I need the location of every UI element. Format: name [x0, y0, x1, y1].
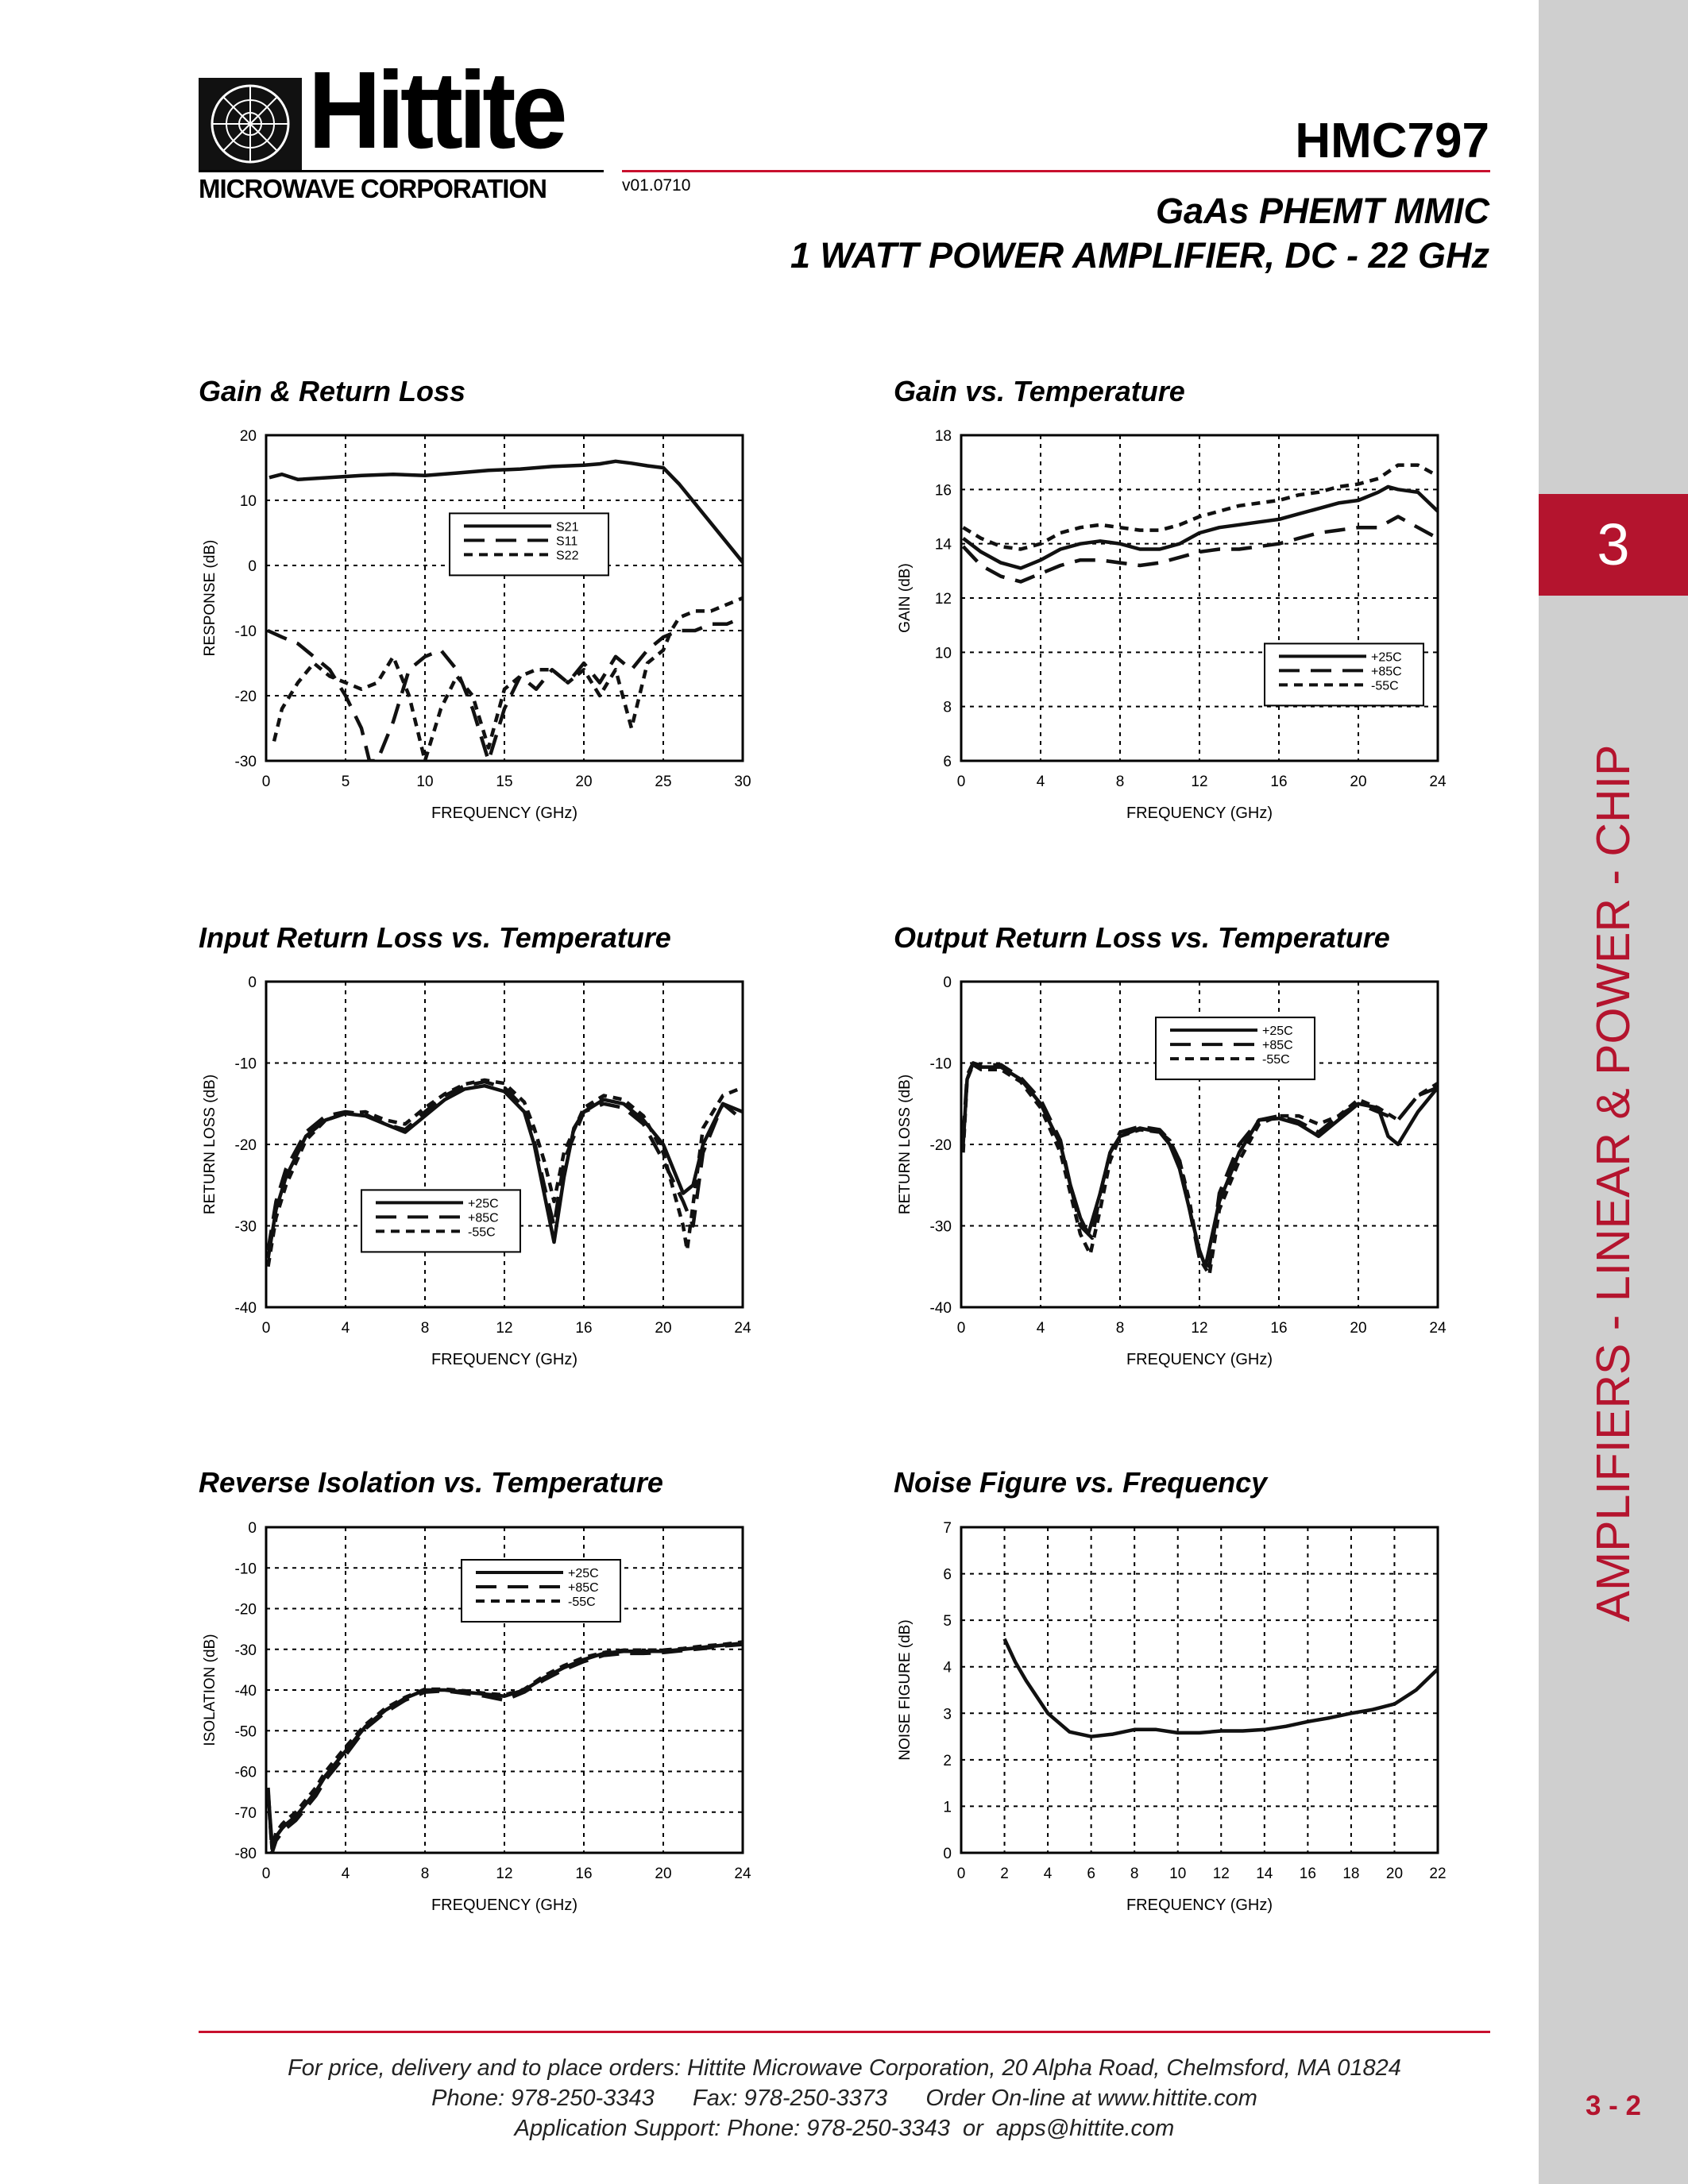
subtitle-line-2: 1 WATT POWER AMPLIFIER, DC - 22 GHz	[790, 235, 1489, 276]
x-tick-label: 0	[956, 1320, 966, 1337]
x-tick-label: 4	[341, 1866, 350, 1882]
chart-title-gain-vs-temperature: Gain vs. Temperature	[894, 375, 1185, 407]
logo-wordmark: Hittite	[308, 49, 564, 172]
x-tick-label: 4	[1036, 774, 1045, 790]
footer-line-1: For price, delivery and to place orders: Hittite Microwave Corporation, 20 Alpha Road, Chelmsford, MA 01824	[288, 2055, 1401, 2081]
legend-label: +25C	[468, 1197, 499, 1211]
x-tick-label: 22	[1429, 1866, 1447, 1882]
chart-legend	[1156, 1017, 1315, 1079]
y-tick-label: -70	[234, 1804, 257, 1822]
section-number-tab: 3	[1539, 494, 1688, 596]
legend-label: S11	[556, 534, 578, 549]
series-line-85C	[268, 1645, 744, 1853]
y-tick-label: -10	[234, 1055, 257, 1073]
x-tick-label: 0	[261, 1320, 271, 1337]
chart-legend	[462, 1560, 620, 1622]
y-tick-label: -10	[234, 623, 257, 640]
x-tick-label: 24	[1429, 774, 1447, 790]
chart-title-input-return-loss: Input Return Loss vs. Temperature	[199, 921, 671, 954]
x-tick-label: 10	[1169, 1866, 1187, 1882]
version-label: v01.0710	[622, 176, 691, 195]
y-tick-label: 10	[934, 645, 952, 662]
chart-title-output-return-loss: Output Return Loss vs. Temperature	[894, 921, 1390, 954]
y-tick-label: -10	[929, 1055, 952, 1073]
x-tick-label: 6	[1087, 1866, 1095, 1882]
y-tick-label: -60	[234, 1764, 257, 1781]
legend-label: +85C	[1262, 1039, 1293, 1053]
y-axis-label: NOISE FIGURE (dB)	[897, 1619, 914, 1761]
y-tick-label: -50	[234, 1723, 257, 1741]
x-axis-label: FREQUENCY (GHz)	[1126, 1897, 1273, 1914]
x-tick-label: 4	[1036, 1320, 1045, 1337]
y-tick-label: -40	[929, 1300, 952, 1317]
y-tick-label: -40	[234, 1683, 257, 1700]
x-tick-label: 20	[655, 1320, 672, 1337]
x-tick-label: 20	[1350, 774, 1367, 790]
section-label: AMPLIFIERS - LINEAR & POWER - CHIP	[1587, 744, 1640, 1623]
series-line-55C	[268, 1642, 744, 1849]
chart-legend	[1265, 643, 1423, 705]
x-tick-label: 8	[1130, 1866, 1139, 1882]
x-tick-label: 0	[261, 774, 271, 790]
subtitle-line-1: GaAs PHEMT MMIC	[1155, 191, 1489, 231]
y-tick-label: 6	[943, 754, 952, 770]
y-tick-label: 14	[934, 536, 952, 554]
y-axis-label: RETURN LOSS (dB)	[897, 1074, 914, 1215]
y-tick-label: -20	[929, 1137, 952, 1154]
footer-line-3: Application Support: Phone: 978-250-3343 or apps@hittite.com	[514, 2116, 1175, 2141]
legend-label: +25C	[1371, 650, 1402, 665]
x-tick-label: 24	[734, 1866, 751, 1882]
logo-corporation-name: MICROWAVE CORPORATION	[199, 170, 604, 204]
y-tick-label: -40	[234, 1300, 257, 1317]
x-tick-label: 25	[655, 774, 672, 790]
y-tick-label: 12	[934, 591, 952, 608]
company-logo	[199, 49, 604, 203]
x-tick-label: 5	[341, 774, 350, 790]
series-line-85C	[964, 517, 1439, 582]
chart-input-return-loss	[191, 967, 778, 1380]
series-line-S22	[274, 598, 743, 761]
legend-label: -55C	[1262, 1053, 1290, 1067]
x-tick-label: 12	[1191, 1320, 1208, 1337]
chart-noise-figure	[886, 1513, 1474, 1926]
y-tick-label: 0	[943, 974, 952, 991]
legend-label: +25C	[1262, 1024, 1293, 1039]
y-tick-label: 0	[248, 974, 257, 991]
y-tick-label: -20	[234, 1601, 257, 1619]
chart-title-gain-return-loss: Gain & Return Loss	[199, 375, 466, 407]
chart-legend	[450, 513, 608, 575]
x-tick-label: 2	[1000, 1866, 1009, 1882]
y-tick-label: 5	[943, 1613, 952, 1630]
x-tick-label: 16	[575, 1320, 593, 1337]
x-tick-label: 8	[1115, 1320, 1125, 1337]
x-tick-label: 20	[1350, 1320, 1367, 1337]
y-tick-label: -30	[234, 754, 257, 770]
x-tick-label: 12	[496, 1866, 513, 1882]
chart-output-return-loss	[886, 967, 1474, 1380]
series-line-25C	[268, 1643, 744, 1845]
y-axis-label: GAIN (dB)	[897, 563, 914, 633]
footer-contact	[199, 2053, 1490, 2143]
x-tick-label: 16	[575, 1866, 593, 1882]
x-tick-label: 0	[956, 1866, 966, 1882]
x-tick-label: 0	[261, 1866, 271, 1882]
x-tick-label: 4	[341, 1320, 350, 1337]
x-tick-label: 20	[575, 774, 593, 790]
y-tick-label: 2	[943, 1752, 952, 1769]
y-tick-label: 4	[943, 1659, 952, 1677]
x-tick-label: 0	[956, 774, 966, 790]
y-tick-label: -30	[234, 1218, 257, 1236]
legend-label: +85C	[568, 1581, 599, 1595]
legend-label: S22	[556, 549, 579, 563]
legend-label: -55C	[1371, 679, 1399, 693]
y-tick-label: 18	[934, 428, 952, 445]
chart-gain-return-loss	[191, 421, 778, 834]
x-axis-label: FREQUENCY (GHz)	[431, 1351, 578, 1368]
x-tick-label: 20	[1385, 1866, 1404, 1882]
legend-label: S21	[556, 520, 579, 534]
y-tick-label: 3	[943, 1706, 952, 1723]
legend-label: +85C	[468, 1211, 499, 1225]
y-tick-label: 8	[943, 699, 952, 716]
y-tick-label: 0	[248, 1520, 257, 1537]
y-axis-label: RETURN LOSS (dB)	[202, 1074, 218, 1215]
chart-gain-vs-temperature	[886, 421, 1474, 834]
x-tick-label: 12	[1212, 1866, 1230, 1882]
y-tick-label: 0	[943, 1846, 952, 1862]
x-tick-label: 8	[420, 1320, 430, 1337]
footer-line-2: Phone: 978-250-3343 Fax: 978-250-3373 Order On-line at www.hittite.com	[431, 2086, 1257, 2111]
y-tick-label: 6	[943, 1566, 952, 1584]
page-number: 3 - 2	[1585, 2090, 1642, 2121]
y-tick-label: -30	[234, 1642, 257, 1659]
legend-label: -55C	[468, 1225, 496, 1240]
logo-emblem	[199, 78, 302, 170]
legend-label: -55C	[568, 1596, 596, 1609]
x-axis-label: FREQUENCY (GHz)	[431, 805, 578, 822]
chart-reverse-isolation	[191, 1513, 778, 1926]
x-tick-label: 20	[655, 1866, 672, 1882]
header-divider	[622, 170, 1490, 172]
y-axis-label: ISOLATION (dB)	[202, 1634, 218, 1746]
x-tick-label: 12	[1191, 774, 1208, 790]
series-line-55C	[964, 465, 1439, 550]
x-tick-label: 10	[416, 774, 434, 790]
x-axis-label: FREQUENCY (GHz)	[1126, 805, 1273, 822]
y-tick-label: -10	[234, 1561, 257, 1578]
x-tick-label: 4	[1043, 1866, 1053, 1882]
y-tick-label: -20	[234, 689, 257, 705]
y-tick-label: -80	[234, 1846, 257, 1862]
y-tick-label: 1	[943, 1799, 952, 1816]
x-tick-label: 8	[420, 1866, 430, 1882]
x-axis-label: FREQUENCY (GHz)	[431, 1897, 578, 1914]
x-axis-label: FREQUENCY (GHz)	[1126, 1351, 1273, 1368]
x-tick-label: 16	[1270, 774, 1288, 790]
y-tick-label: 7	[943, 1520, 952, 1537]
y-tick-label: 10	[239, 493, 257, 510]
y-tick-label: 16	[934, 482, 952, 500]
x-tick-label: 8	[1115, 774, 1125, 790]
y-tick-label: 20	[239, 428, 257, 445]
legend-label: +85C	[1371, 665, 1402, 679]
chart-title-reverse-isolation: Reverse Isolation vs. Temperature	[199, 1466, 663, 1499]
x-tick-label: 12	[496, 1320, 513, 1337]
x-tick-label: 18	[1342, 1866, 1360, 1882]
x-tick-label: 16	[1270, 1320, 1288, 1337]
x-tick-label: 14	[1256, 1866, 1273, 1882]
x-tick-label: 30	[734, 774, 751, 790]
y-tick-label: -30	[929, 1218, 952, 1236]
x-tick-label: 24	[734, 1320, 751, 1337]
x-tick-label: 24	[1429, 1320, 1447, 1337]
legend-box	[450, 513, 608, 575]
product-subtitle	[790, 189, 1489, 278]
y-tick-label: 0	[248, 558, 257, 575]
legend-label: +25C	[568, 1567, 599, 1580]
footer-divider	[199, 2031, 1490, 2033]
series-line-85C	[964, 1063, 1439, 1267]
chart-legend	[361, 1190, 520, 1252]
x-tick-label: 15	[496, 774, 513, 790]
y-tick-label: -20	[234, 1137, 257, 1154]
part-number: HMC797	[1295, 114, 1489, 168]
chart-title-noise-figure: Noise Figure vs. Frequency	[894, 1466, 1268, 1499]
x-tick-label: 16	[1299, 1866, 1316, 1882]
y-axis-label: RESPONSE (dB)	[202, 539, 218, 657]
